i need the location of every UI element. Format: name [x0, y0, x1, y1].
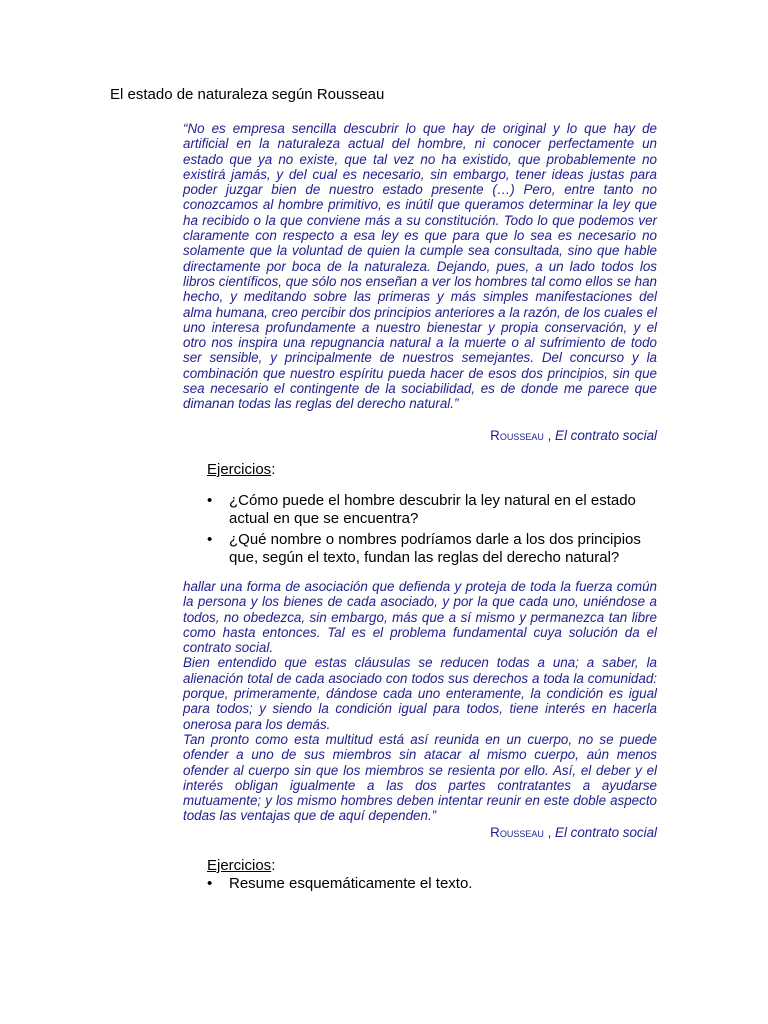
exercises-label: Ejercicios	[207, 857, 272, 874]
bullet-icon: •	[207, 875, 213, 892]
quote-attribution-1	[490, 428, 657, 444]
quote-paragraph: “No es empresa sencilla descubrir lo que hay de original y lo que hay de artificial en la naturaleza actual del hombre, ni conocer perfectamente un estado que ya no existe, que tal vez no ha existido, que probablemente no existirá jamás, y del cual es necesario, sin embargo, tener ideas justas para poder juzgar bien de nuestro estado presente (…) Pero, entre tanto no conozcamos al hombre primitivo, es inútil que queramos determinar la ley que ha recibido o la que conviene más a su constitución. Todo lo que podemos ver claramente con respecto a esa ley es que para que lo sea es necesario no solamente que la voluntad de quien la cumple sea consultada, sino que hable directamente por boca de la naturaleza. Dejando, pues, a un lado todos los libros científicos, que sólo nos enseñan a ver los hombres tal como ellos se han hecho, y meditando sobre las primeras y más simples manifestaciones del alma humana, creo percibir dos principios anteriores a la razón, de los cuales el uno interesa profundamente a nuestro bienestar y propia conservación, y el otro nos inspira una repugnancia natural a la muerte o al sufrimiento de todo ser sensible, y principalmente de nuestros semejantes. Del concurso y la combinación que nuestro espíritu pueda hacer de esos dos principios, sin que sea necesario el contingente de la sociabilidad, es de donde me parece que dimanan todas las reglas del derecho natural.”	[183, 121, 657, 412]
exercises-label: Ejercicios	[207, 461, 272, 478]
bullet-icon: •	[207, 531, 213, 548]
quote-attribution-2	[490, 825, 657, 841]
bullet-icon: •	[207, 492, 213, 509]
attribution-work: El contrato social	[555, 428, 657, 443]
exercise-list-1	[207, 492, 659, 570]
rousseau-quote-1	[183, 121, 657, 412]
exercise-item	[207, 875, 659, 893]
exercise-text: ¿Cómo puede el hombre descubrir la ley natural en el estado actual en que se encuentra?	[229, 492, 636, 527]
quote-paragraph: hallar una forma de asociación que defienda y proteja de toda la fuerza común la persona y los bienes de cada asociado, y por la que cada uno, uniéndose a todos, no obedezca, sin embargo, más que a sí mismo y permanezca tan libre como hasta entonces. Tal es el problema fundamental cuya solución da el contrato social.	[183, 579, 657, 656]
rousseau-quote-2	[183, 579, 657, 824]
exercise-list-2	[207, 875, 659, 897]
attribution-separator: ,	[543, 428, 556, 443]
exercise-text: ¿Qué nombre o nombres podríamos darle a los dos principios que, según el texto, fundan las reglas del derecho natural?	[229, 531, 641, 566]
exercise-item	[207, 492, 659, 527]
attribution-author: Rousseau	[490, 825, 544, 840]
attribution-separator: ,	[543, 825, 556, 840]
attribution-work: El contrato social	[555, 825, 657, 840]
quote-paragraph: Bien entendido que estas cláusulas se reducen todas a una; a saber, la alienación total de cada asociado con todos sus derechos a toda la comunidad: porque, primeramente, dándose cada uno enteramente, la condición es igual para todos; y siendo la condición igual para todos, tiene interés en hacerla onerosa para los demás.	[183, 655, 657, 732]
quote-paragraph: Tan pronto como esta multitud está así reunida en un cuerpo, no se puede ofender a uno de sus miembros sin atacar al mismo cuerpo, aún menos ofender al cuerpo sin que los miembros se resienta por ello. Así, el deber y el interés obligan igualmente a las dos partes contratantes a ayudarse mutuamente; y los mismo hombres deben intentar reunir en este doble aspecto todas las ventajas que de aquí dependen.”	[183, 731, 657, 824]
exercise-item	[207, 531, 659, 566]
page-title: El estado de naturaleza según Rousseau	[110, 86, 385, 103]
exercises-colon: :	[271, 857, 276, 874]
attribution-author: Rousseau	[490, 428, 544, 443]
exercise-text: Resume esquemáticamente el texto.	[229, 875, 473, 892]
exercises-heading-1	[207, 461, 275, 479]
exercises-heading-2	[207, 857, 275, 875]
exercises-colon: :	[271, 461, 276, 478]
